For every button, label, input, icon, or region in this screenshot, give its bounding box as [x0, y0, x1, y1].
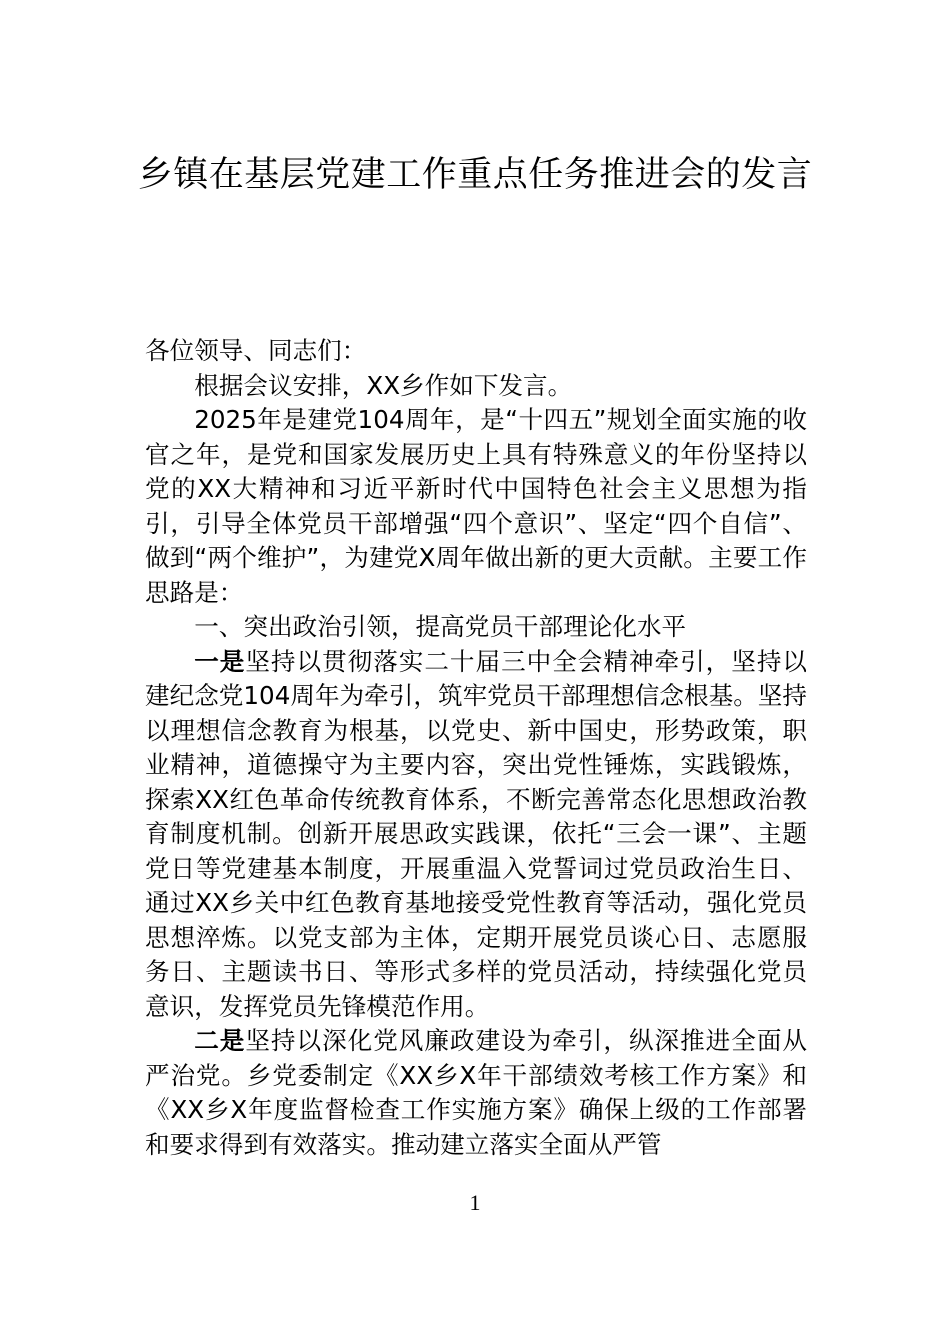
paragraph-text: 坚持以贯彻落实二十届三中全会精神牵引，坚持以建纪念党104周年为牵引，筑牢党员干部理想信念根基。坚持以理想信念教育为根基，以党史、新中国史，形势政策，职业精神，道德操守为主要内容，突出党性锤炼，实践锻炼，探索XX红色革命传统教育体系，不断完善常态化思想政治教育制度机制。创新开展思政实践课，依托“三会一课”、主题党日等党建基本制度，开展重温入党誓词过党员政治生日、通过XX乡关中红色教育基地接受党性教育等活动，强化党员思想淬炼。以党支部为主体，定期开展党员谈心日、志愿服务日、主题读书日、等形式多样的党员活动，持续强化党员意识，发挥党员先锋模范作用。	[145, 646, 807, 1021]
paragraph-text: 坚持以深化党风廉政建设为牵引，纵深推进全面从严治党。乡党委制定《XX乡X年干部绩效考核工作方案》和《XX乡X年度监督检查工作实施方案》确保上级的工作部署和要求得到有效落实。推动建立落实全面从严管	[145, 1026, 807, 1159]
paragraph-lead: 二是	[194, 1026, 246, 1055]
paragraph-lead: 一是	[194, 646, 246, 676]
document-title: 乡镇在基层党建工作重点任务推进会的发言	[137, 155, 813, 195]
paragraph-text: 2025年是建党104周年，是“十四五”规划全面实施的收官之年，是党和国家发展历史上具有特殊意义的年份坚持以党的XX大精神和习近平新时代中国特色社会主义思想为指引，引导全体党员干部增强“四个意识”、坚定“四个自信”、做到“两个维护”，为建党X周年做出新的更大贡献。主要工作思路是：	[145, 405, 807, 607]
section-heading-text: 一、突出政治引领，提高党员干部理论化水平	[194, 612, 687, 641]
section-heading	[145, 610, 807, 645]
paragraph-text: 根据会议安排，XX乡作如下发言。	[194, 370, 573, 400]
paragraph	[145, 369, 807, 404]
paragraph	[145, 1024, 807, 1162]
page-number: 1	[469, 1190, 481, 1215]
paragraph	[145, 645, 807, 1025]
document-body	[145, 334, 807, 1162]
paragraph	[145, 403, 807, 610]
salutation: 各位领导、同志们：	[145, 336, 367, 365]
